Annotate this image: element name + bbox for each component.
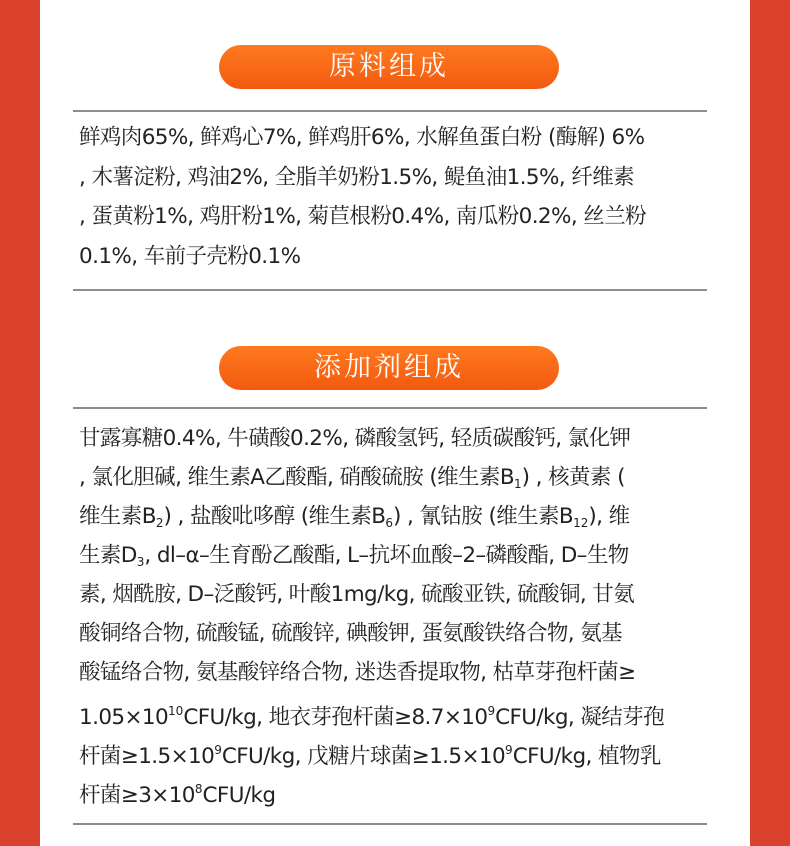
raw-materials-line: 鲜鸡肉65%, 鲜鸡心7%, 鲜鸡肝6%, 水解鱼蛋白粉 (酶解) 6% [79,125,645,150]
text-run: ) , 核黄素 ( [521,465,625,490]
text-run: 生素D [79,543,137,568]
text-run: 杆菌≥1.5×10 [79,744,215,769]
additives-line [79,653,719,692]
additives-line [79,575,719,614]
text-run: CFU/kg, 戊糖片球菌≥1.5×10 [221,744,506,769]
raw-materials-title: 原料组成 [219,45,559,89]
subscript: 2 [155,516,164,530]
text-run: CFU/kg [202,783,276,808]
additives-line [79,692,719,731]
superscript: 9 [214,743,222,757]
text-run: CFU/kg, 地衣芽孢杆菌≥8.7×10 [183,705,488,730]
text-run: 酸铜络合物, 硫酸锰, 硫酸锌, 碘酸钾, 蛋氨酸铁络合物, 氨基 [79,621,623,646]
text-run: 甘露寡糖0.4%, 牛磺酸0.2%, 磷酸氢钙, 轻质碳酸钙, 氯化钾 [79,426,631,451]
text-run: 1.05×10 [79,705,169,730]
text-run: 素, 烟酰胺, D–泛酸钙, 叶酸1mg/kg, 硫酸亚铁, 硫酸铜, 甘氨 [79,582,635,607]
additives-line [79,458,719,497]
subscript: 3 [136,555,145,569]
additives-line [79,770,719,809]
text-run: , dl–α–生育酚乙酸酯, L–抗坏血酸–2–磷酸酯, D–生物 [144,543,629,568]
raw-materials-line: , 木薯淀粉, 鸡油2%, 全脂羊奶粉1.5%, 鳀鱼油1.5%, 纤维素 [79,164,634,190]
additives-line [79,536,719,575]
additives-title: 添加剂组成 [219,346,559,390]
text-run: CFU/kg, 植物乳 [512,744,661,769]
superscript: 9 [505,743,513,757]
additives-bottom-divider [73,823,707,825]
subscript: 1 [514,477,522,491]
text-run: 杆菌≥3×10 [79,783,195,808]
text-run: ) , 氰钴胺 (维生素B [393,504,574,529]
additives-top-divider [73,407,707,409]
raw-materials-bottom-divider [73,289,707,291]
superscript: 10 [168,704,184,718]
text-run: ) , 盐酸吡哆醇 (维生素B [163,504,386,529]
additives-line [79,614,719,653]
text-run: 维生素B [79,504,156,529]
subscript: 12 [573,516,589,530]
additives-line [79,419,719,458]
raw-materials-line: , 蛋黄粉1%, 鸡肝粉1%, 菊苣根粉0.4%, 南瓜粉0.2%, 丝兰粉 [79,204,647,229]
additives-text [79,419,719,809]
superscript: 8 [194,782,203,796]
raw-materials-line: 0.1%, 车前子壳粉0.1% [79,243,301,269]
raw-materials-top-divider [73,110,707,112]
raw-materials-text [79,118,719,276]
superscript: 9 [487,704,496,718]
additives-line [79,731,719,770]
subscript: 6 [385,516,394,530]
text-run: 酸锰络合物, 氨基酸锌络合物, 迷迭香提取物, 枯草芽孢杆菌≥ [79,660,636,685]
additives-line [79,497,719,536]
left-border-strip [0,0,40,846]
text-run: ), 维 [588,504,630,529]
right-border-strip [750,0,790,846]
text-run: , 氯化胆碱, 维生素A乙酸酯, 硝酸硫胺 (维生素B [79,465,514,490]
text-run: CFU/kg, 凝结芽孢 [495,705,665,730]
